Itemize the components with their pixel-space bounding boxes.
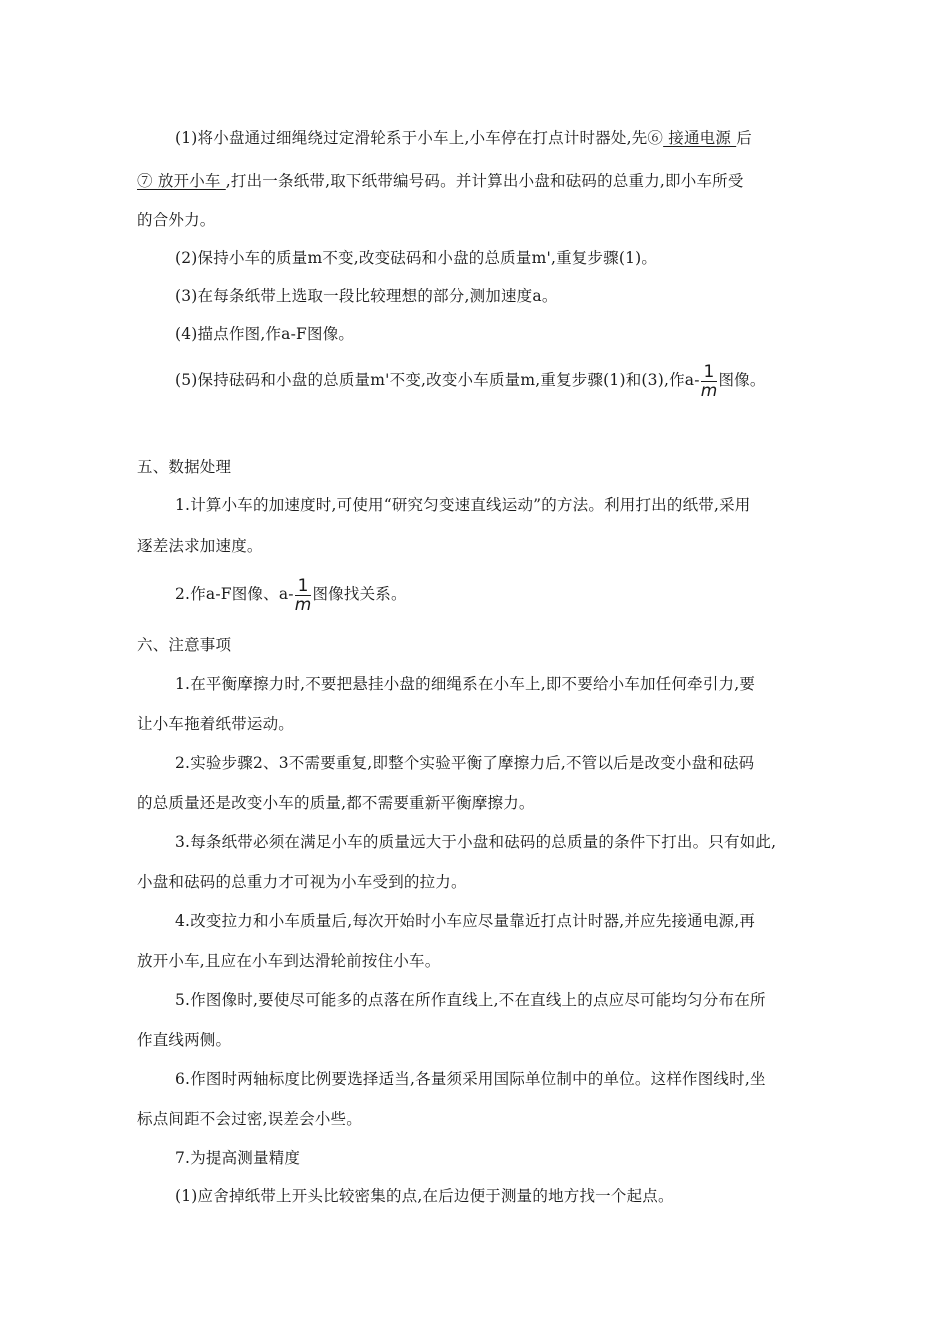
step1-line2 xyxy=(137,170,744,192)
note2-line1: 2.实验步骤2、3不需要重复,即整个实验平衡了摩擦力后,不管以后是改变小盘和砝码 xyxy=(175,754,755,772)
fraction-numerator: 1 xyxy=(703,361,715,382)
section5-item2 xyxy=(175,570,407,618)
fraction-numerator: 1 xyxy=(297,575,309,596)
section5-heading: 五、数据处理 xyxy=(137,458,232,476)
step1-text-c: ,打出一条纸带,取下纸带编号码。并计算出小盘和砝码的总重力,即小车所受 xyxy=(225,172,744,190)
step1-text-d: 的合外力。 xyxy=(137,211,216,229)
note6-line2: 标点间距不会过密,误差会小些。 xyxy=(137,1110,362,1128)
note5-line1: 5.作图像时,要使尽可能多的点落在所作直线上,不在直线上的点应尽可能均匀分布在所 xyxy=(175,991,766,1009)
note6-line1: 6.作图时两轴标度比例要选择适当,各量须采用国际单位制中的单位。这样作图线时,坐 xyxy=(175,1070,766,1088)
note3-line1: 3.每条纸带必须在满足小车的质量远大于小盘和砝码的总质量的条件下打出。只有如此, xyxy=(175,833,777,851)
step1-text-b: 后 xyxy=(736,129,752,147)
note4-line2: 放开小车,且应在小车到达滑轮前按住小车。 xyxy=(137,952,441,970)
section5-item1-line2: 逐差法求加速度。 xyxy=(137,537,263,555)
note5-line2: 作直线两侧。 xyxy=(137,1031,232,1049)
section6-heading: 六、注意事项 xyxy=(137,636,232,654)
fraction-denominator: m xyxy=(294,594,312,615)
step1-text-a: (1)将小盘通过细绳绕过定滑轮系于小车上,小车停在打点计时器处,先⑥ xyxy=(175,129,664,147)
note7-item1: (1)应舍掉纸带上开头比较密集的点,在后边便于测量的地方找一个起点。 xyxy=(175,1187,674,1205)
fraction-one-over-m xyxy=(701,363,718,400)
note2-line2: 的总质量还是改变小车的质量,都不需要重新平衡摩擦力。 xyxy=(137,794,535,812)
step2: (2)保持小车的质量m不变,改变砝码和小盘的总质量m',重复步骤(1)。 xyxy=(175,249,658,267)
answer-blank-6: 接通电源 xyxy=(663,129,737,147)
step3: (3)在每条纸带上选取一段比较理想的部分,测加速度a。 xyxy=(175,287,558,305)
step5 xyxy=(175,356,766,404)
step4: (4)描点作图,作a-F图像。 xyxy=(175,325,355,343)
section5-item2-text-b: 图像找关系。 xyxy=(312,585,407,603)
section5-item2-text-a: 2.作a-F图像、a- xyxy=(175,585,294,603)
fraction-one-over-m xyxy=(295,577,312,614)
note4-line1: 4.改变拉力和小车质量后,每次开始时小车应尽量靠近打点计时器,并应先接通电源,再 xyxy=(175,912,756,930)
note1-line1: 1.在平衡摩擦力时,不要把悬挂小盘的细绳系在小车上,即不要给小车加任何牵引力,要 xyxy=(175,675,756,693)
fraction-denominator: m xyxy=(700,380,718,401)
answer-blank-7: ⑦ 放开小车 xyxy=(137,172,226,190)
note1-line2: 让小车拖着纸带运动。 xyxy=(137,715,295,733)
step5-text-a: (5)保持砝码和小盘的总质量m'不变,改变小车质量m,重复步骤(1)和(3),作a- xyxy=(175,371,700,389)
step1-line1 xyxy=(175,127,752,149)
note3-line2: 小盘和砝码的总重力才可视为小车受到的拉力。 xyxy=(137,873,467,891)
step5-text-b: 图像。 xyxy=(718,371,766,389)
section5-item1-line1: 1.计算小车的加速度时,可使用“研究匀变速直线运动”的方法。利用打出的纸带,采用 xyxy=(175,496,751,514)
step1-line3 xyxy=(137,209,216,231)
note7: 7.为提高测量精度 xyxy=(175,1149,301,1167)
